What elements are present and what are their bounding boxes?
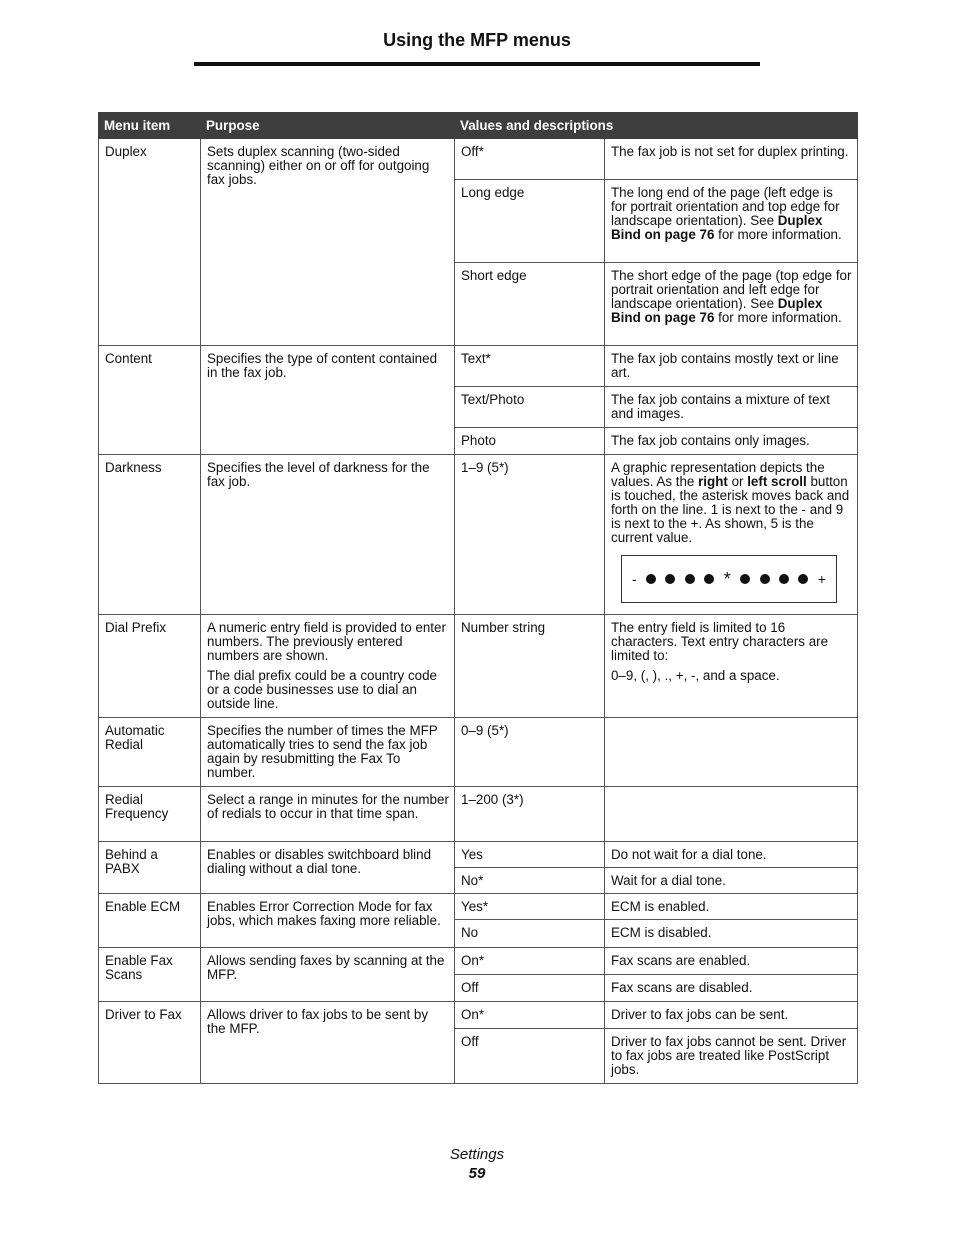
description-cell: The fax job contains mostly text or line art. <box>605 346 858 387</box>
col-header-menu-item: Menu item <box>99 113 201 139</box>
footer-section-name: Settings <box>449 1146 505 1163</box>
purpose-cell: Allows sending faxes by scanning at the MFP. <box>201 948 455 1002</box>
value-cell: 1–200 (3*) <box>455 787 605 842</box>
menu-item-cell: Enable Fax Scans <box>99 948 201 1002</box>
value-cell: No* <box>455 868 605 894</box>
table-row <box>99 787 858 842</box>
purpose-cell: Specifies the level of darkness for the fax job. <box>201 455 455 615</box>
menu-item-cell: Content <box>99 346 201 455</box>
value-cell: Text* <box>455 346 605 387</box>
value-cell: Long edge <box>455 180 605 263</box>
description-cell: The fax job is not set for duplex printing. <box>605 139 858 180</box>
menu-item-cell: Automatic Redial <box>99 718 201 787</box>
description-text: The long end of the page (left edge is for portrait orientation and top edge for landscape orientation). See <box>611 185 840 228</box>
description-text: The entry field is limited to 16 characters. Text entry characters are limited to: <box>611 620 829 663</box>
description-cell: Driver to fax jobs cannot be sent. Driver to fax jobs are treated like PostScript jobs. <box>605 1029 858 1084</box>
description-text: for more information. <box>714 227 842 242</box>
value-cell: Yes <box>455 842 605 868</box>
darkness-scale-graphic <box>621 555 837 603</box>
cross-reference: Duplex Bind on page 76 <box>611 296 823 325</box>
value-cell: On* <box>455 1002 605 1029</box>
footer-page-number: 59 <box>468 1165 486 1182</box>
value-cell: Off <box>455 975 605 1002</box>
scale-dot <box>685 574 695 584</box>
table-row <box>99 718 858 787</box>
purpose-cell: Enables Error Correction Mode for fax jobs, which makes faxing more reliable. <box>201 894 455 948</box>
scale-dot <box>646 574 656 584</box>
purpose-cell: Select a range in minutes for the number of redials to occur in that time span. <box>201 787 455 842</box>
purpose-text: The dial prefix could be a country code or a code businesses use to dial an outside line. <box>207 668 438 711</box>
table-row <box>99 139 858 180</box>
purpose-text: A numeric entry field is provided to enter numbers. The previously entered numbers are shown. <box>207 620 446 663</box>
purpose-cell: Specifies the number of times the MFP automatically tries to send the fax job again by resubmitting the Fax To number. <box>201 718 455 787</box>
description-cell: ECM is enabled. <box>605 894 858 920</box>
menu-item-cell: Darkness <box>99 455 201 615</box>
menu-item-cell: Driver to Fax <box>99 1002 201 1084</box>
scale-dot <box>704 574 714 584</box>
menu-item-cell: Dial Prefix <box>99 615 201 718</box>
description-text: or <box>727 474 748 489</box>
description-text: The short edge of the page (top edge for portrait orientation and left edge for landscape orientation). See <box>611 268 852 311</box>
description-text: 0–9, (, ), ., +, -, and a space. <box>611 668 780 683</box>
page-title: Using the MFP menus <box>383 30 571 50</box>
darkness-description <box>611 461 852 545</box>
description-cell: Fax scans are enabled. <box>605 948 858 975</box>
table-row <box>99 842 858 868</box>
scale-minus: - <box>632 571 637 587</box>
table-row <box>99 615 858 718</box>
description-cell: Fax scans are disabled. <box>605 975 858 1002</box>
table-row <box>99 894 858 920</box>
menu-item-cell: Redial Frequency <box>99 787 201 842</box>
description-text: A graphic representation depicts the values. As the <box>611 460 825 489</box>
description-cell: Wait for a dial tone. <box>605 868 858 894</box>
value-cell: 0–9 (5*) <box>455 718 605 787</box>
title-rule <box>194 62 760 66</box>
purpose-cell: Sets duplex scanning (two-sided scanning) either on or off for outgoing fax jobs. <box>201 139 455 346</box>
value-cell: Off* <box>455 139 605 180</box>
description-cell <box>605 787 858 842</box>
description-cell <box>605 455 858 615</box>
scale-dot <box>760 574 770 584</box>
menu-table <box>98 112 858 1084</box>
table-row <box>99 948 858 975</box>
description-cell <box>605 180 858 263</box>
scale-dot <box>779 574 789 584</box>
table-row <box>99 346 858 387</box>
description-cell: ECM is disabled. <box>605 920 858 948</box>
value-cell: Yes* <box>455 894 605 920</box>
value-cell: Number string <box>455 615 605 718</box>
value-cell: 1–9 (5*) <box>455 455 605 615</box>
table-header-row <box>99 113 858 139</box>
description-cell <box>605 615 858 718</box>
value-cell: No <box>455 920 605 948</box>
cross-reference: Duplex Bind on page 76 <box>611 213 823 242</box>
menu-item-cell: Enable ECM <box>99 894 201 948</box>
description-cell: Do not wait for a dial tone. <box>605 842 858 868</box>
description-cell <box>605 718 858 787</box>
value-cell: Text/Photo <box>455 387 605 428</box>
value-cell: On* <box>455 948 605 975</box>
scale-current-marker: * <box>723 569 731 589</box>
col-header-purpose: Purpose <box>201 113 455 139</box>
left-scroll-label: left scroll <box>747 474 807 489</box>
right-scroll-label: right <box>698 474 728 489</box>
purpose-cell <box>201 615 455 718</box>
value-cell: Off <box>455 1029 605 1084</box>
scale-dot <box>665 574 675 584</box>
description-cell <box>605 263 858 346</box>
purpose-cell: Allows driver to fax jobs to be sent by the MFP. <box>201 1002 455 1084</box>
table-row <box>99 1002 858 1029</box>
menu-item-cell: Duplex <box>99 139 201 346</box>
description-cell: The fax job contains a mixture of text and images. <box>605 387 858 428</box>
value-cell: Photo <box>455 428 605 455</box>
description-text: for more information. <box>714 310 842 325</box>
description-cell: Driver to fax jobs can be sent. <box>605 1002 858 1029</box>
description-cell: The fax job contains only images. <box>605 428 858 455</box>
menu-item-cell: Behind a PABX <box>99 842 201 894</box>
purpose-cell: Enables or disables switchboard blind dialing without a dial tone. <box>201 842 455 894</box>
scale-dot <box>740 574 750 584</box>
scale-dot <box>798 574 808 584</box>
table-row <box>99 455 858 615</box>
description-text: button is touched, the asterisk moves back and forth on the line. 1 is next to the - and 9 is next to the +. As shown, 5 is the current value. <box>611 474 850 545</box>
scale-plus: + <box>817 571 826 587</box>
purpose-cell: Specifies the type of content contained in the fax job. <box>201 346 455 455</box>
col-header-values: Values and descriptions <box>455 113 858 139</box>
value-cell: Short edge <box>455 263 605 346</box>
